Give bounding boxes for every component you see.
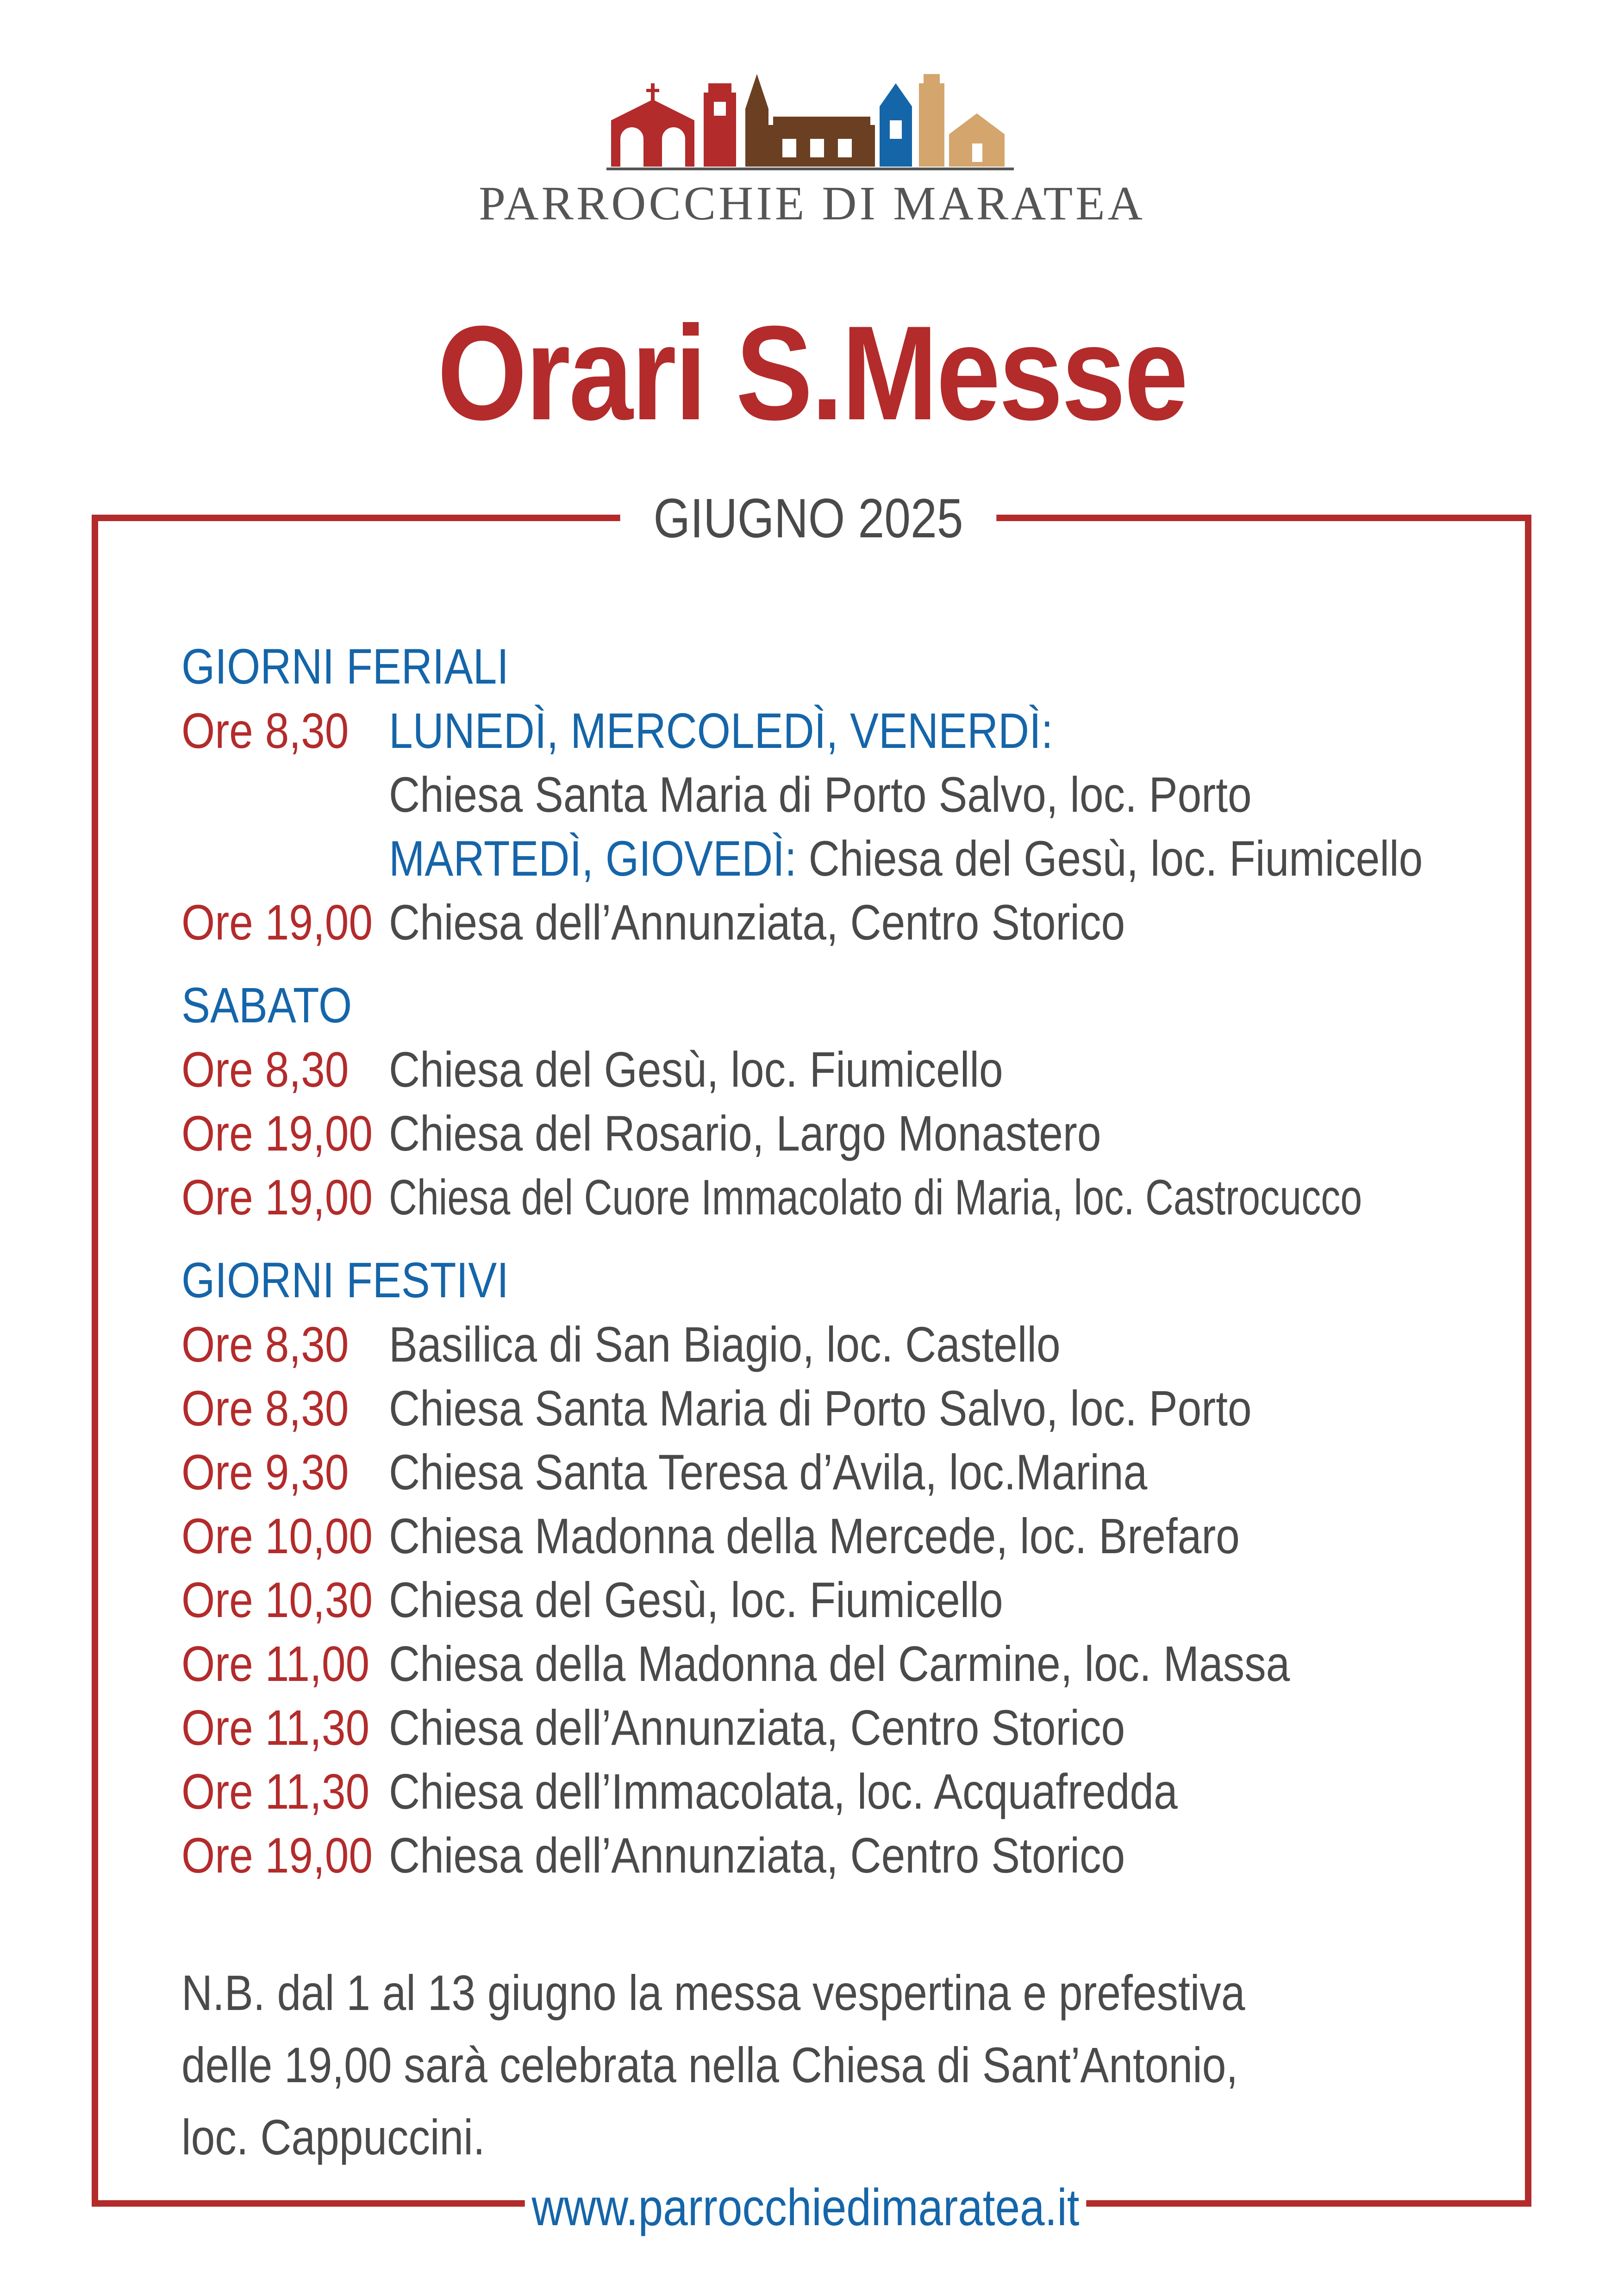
schedule-row	[181, 1165, 1478, 1229]
mass-time: Ore 8,30	[181, 1380, 349, 1436]
church-name: Chiesa Madonna della Mercede, loc. Brefaro	[389, 1508, 1240, 1564]
schedule-row	[181, 1313, 1478, 1376]
church-name: Chiesa della Madonna del Carmine, loc. Massa	[389, 1636, 1290, 1692]
mass-time: Ore 19,00	[181, 1105, 373, 1161]
church-name: Chiesa dell’Annunziata, Centro Storico	[389, 1827, 1125, 1883]
mass-time: Ore 8,30	[181, 703, 349, 759]
month-label: GIUGNO 2025	[620, 481, 997, 555]
mass-time: Ore 19,00	[181, 1827, 373, 1883]
church-name: Chiesa Santa Teresa d’Avila, loc.Marina	[389, 1444, 1148, 1500]
section-heading-feriali: GIORNI FERIALI	[181, 638, 509, 694]
schedule-row	[181, 1038, 1478, 1101]
church-name: Chiesa del Gesù, loc. Fiumicello	[389, 1572, 1003, 1628]
mass-time: Ore 9,30	[181, 1444, 349, 1500]
mass-time: Ore 8,30	[181, 1316, 349, 1372]
website-link[interactable]: www.parrocchiedimaratea.it	[525, 2175, 1087, 2240]
note-line: loc. Cappuccini.	[181, 2109, 485, 2165]
mass-time: Ore 11,30	[181, 1699, 370, 1755]
schedule-row	[181, 1760, 1478, 1823]
note-line: delle 19,00 sarà celebrata nella Chiesa di Sant’Antonio,	[181, 2037, 1238, 2093]
weekday-list: MARTEDÌ, GIOVEDÌ:	[389, 830, 797, 886]
schedule-row	[181, 1632, 1478, 1696]
church-name: Basilica di San Biagio, loc. Castello	[389, 1316, 1061, 1372]
mass-time: Ore 10,00	[181, 1508, 373, 1564]
weekday-church-line	[389, 827, 1423, 890]
schedule-row	[181, 1696, 1478, 1760]
brown-church-icon	[745, 74, 875, 167]
mass-time: Ore 11,00	[181, 1636, 370, 1692]
schedule-row	[181, 890, 1478, 954]
church-name: Chiesa dell’Annunziata, Centro Storico	[389, 1699, 1125, 1755]
schedule-row	[181, 763, 1478, 827]
church-name: Chiesa del Rosario, Largo Monastero	[389, 1105, 1101, 1161]
section-heading-festivi: GIORNI FESTIVI	[181, 1252, 509, 1308]
schedule-content	[181, 634, 1478, 2173]
schedule-row	[181, 1504, 1478, 1568]
page-title: Orari S.Messe	[437, 298, 1187, 448]
schedule-row	[181, 1440, 1478, 1504]
section-heading-sabato: SABATO	[181, 977, 352, 1033]
brand-name: PARROCCHIE DI MARATEA	[479, 177, 1145, 230]
sand-church-icon	[919, 74, 1005, 167]
church-name: Chiesa del Gesù, loc. Fiumicello	[796, 830, 1423, 886]
schedule-row	[181, 827, 1478, 890]
church-name: Chiesa dell’Immacolata, loc. Acquafredda	[389, 1763, 1178, 1819]
red-church-icon	[611, 83, 736, 167]
schedule-row	[181, 1568, 1478, 1632]
schedule-row	[181, 1823, 1478, 1887]
weekday-list: LUNEDÌ, MERCOLEDÌ, VENERDÌ:	[389, 703, 1053, 759]
church-name: Chiesa Santa Maria di Porto Salvo, loc. Porto	[389, 766, 1252, 822]
church-name: Chiesa Santa Maria di Porto Salvo, loc. Porto	[389, 1380, 1252, 1436]
note-line: N.B. dal 1 al 13 giugno la messa vespertina e prefestiva	[181, 1965, 1245, 2021]
schedule-row	[181, 699, 1478, 763]
mass-time: Ore 19,00	[181, 894, 373, 950]
note	[181, 1957, 1455, 2173]
blue-tower-icon	[880, 83, 912, 167]
churches-skyline-icon	[606, 65, 1023, 171]
mass-time: Ore 10,30	[181, 1572, 373, 1628]
schedule-row	[181, 1376, 1478, 1440]
mass-time: Ore 11,30	[181, 1763, 370, 1819]
church-name: Chiesa del Cuore Immacolato di Maria, loc. Castrocucco	[389, 1169, 1362, 1225]
schedule-row	[181, 1101, 1478, 1165]
mass-time: Ore 19,00	[181, 1169, 373, 1225]
church-name: Chiesa del Gesù, loc. Fiumicello	[389, 1041, 1003, 1097]
church-name: Chiesa dell’Annunziata, Centro Storico	[389, 894, 1125, 950]
mass-time: Ore 8,30	[181, 1041, 349, 1097]
